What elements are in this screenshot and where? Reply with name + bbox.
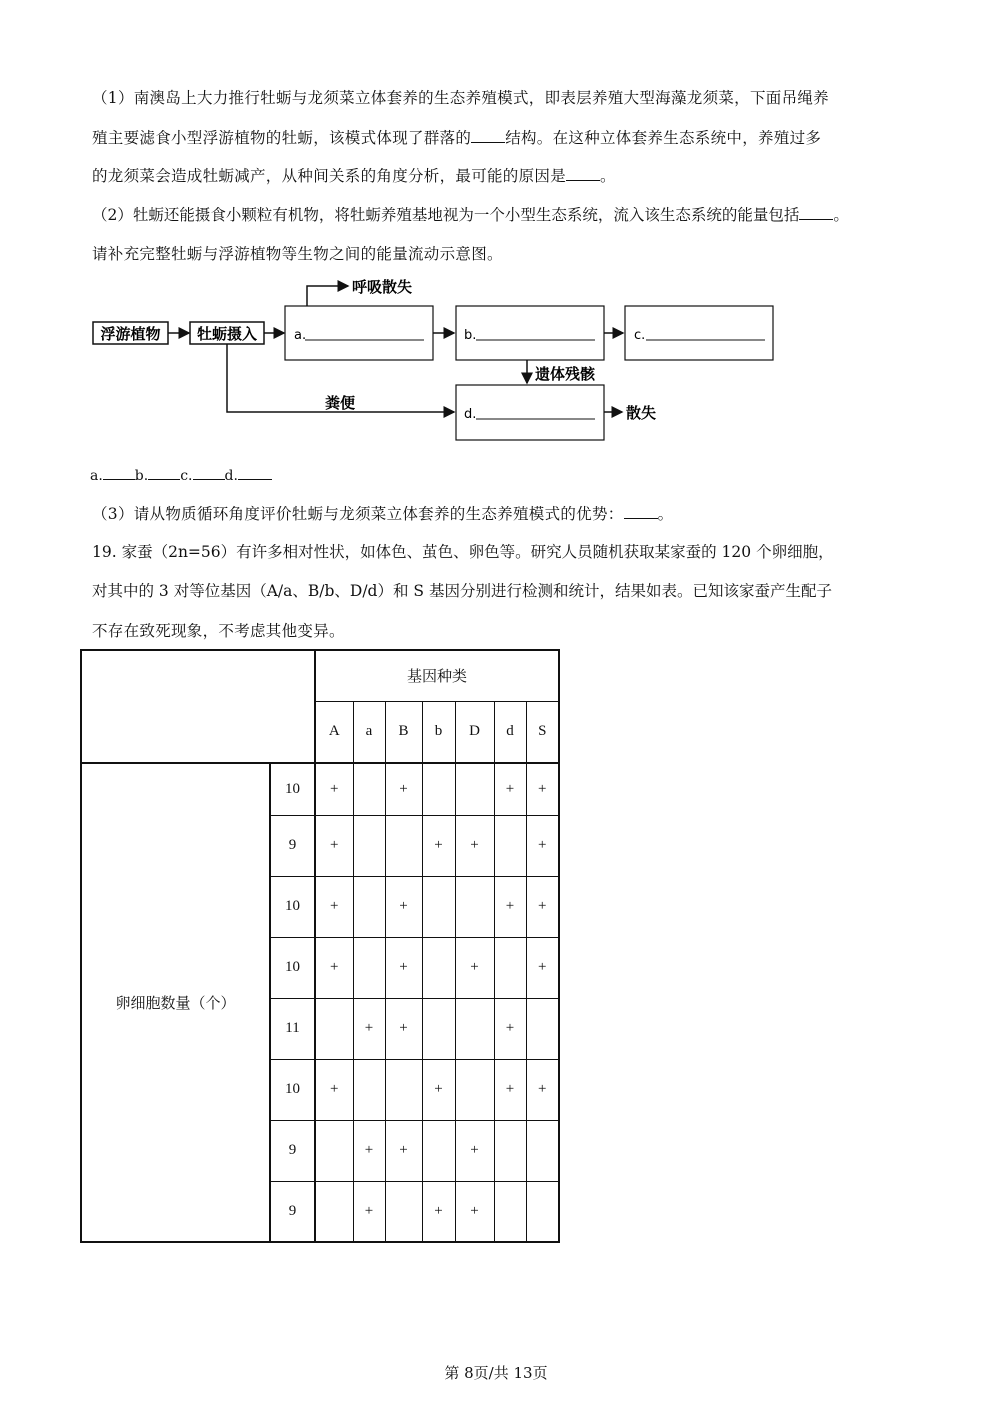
gene-presence-cell: [455, 763, 494, 815]
row-group-label: 卵细胞数量（个）: [81, 763, 270, 1242]
text-span: （3）请从物质循环角度评价牡蛎与龙须菜立体套养的生态养殖模式的优势：: [92, 505, 624, 523]
arrow: [307, 286, 348, 306]
q18-part2-line2: 请补充完整牡蛎与浮游植物等生物之间的能量流动示意图。: [92, 245, 503, 263]
gene-presence-cell: [526, 998, 559, 1059]
gene-presence-cell: [315, 998, 353, 1059]
egg-count-cell: 9: [270, 1120, 315, 1181]
q18-part3: [92, 502, 673, 524]
text-span: 。: [657, 505, 674, 523]
gene-presence-cell: [422, 876, 455, 937]
gene-presence-cell: [315, 1181, 353, 1242]
gene-table: [80, 649, 560, 1243]
q19-line2: 对其中的 3 对等位基因（A/a、B/b、D/d）和 S 基因分别进行检测和统计，结果如表。已知该家蚕产生配子: [92, 582, 832, 600]
q18-part1-line2: [92, 126, 821, 148]
gene-presence-cell: [455, 998, 494, 1059]
gene-presence-cell: +: [315, 876, 353, 937]
egg-count-cell: 10: [270, 1059, 315, 1120]
gene-presence-cell: +: [422, 1181, 455, 1242]
page-footer: 第 8页/共 13页: [444, 1364, 548, 1382]
egg-count-cell: 9: [270, 815, 315, 876]
gene-presence-cell: +: [385, 998, 422, 1059]
box-c-label: c.: [634, 328, 646, 343]
q18-part1-line1: （1）南澳岛上大力推行牡蛎与龙须菜立体套养的生态养殖模式，即表层养殖大型海藻龙须菜，下面吊绳养: [92, 89, 829, 107]
gene-presence-cell: +: [494, 998, 526, 1059]
table-body: [81, 763, 559, 1242]
gene-presence-cell: [455, 876, 494, 937]
gene-presence-cell: +: [315, 1059, 353, 1120]
gene-presence-cell: [353, 763, 385, 815]
gene-presence-cell: +: [494, 763, 526, 815]
dissipation-label: 散失: [626, 404, 657, 422]
gene-presence-cell: [494, 815, 526, 876]
box-d-label: d.: [464, 407, 477, 422]
egg-count-cell: 10: [270, 763, 315, 815]
gene-presence-cell: +: [455, 815, 494, 876]
gene-header-cell: A: [315, 701, 353, 763]
answer-line: [90, 465, 272, 484]
answer-blank[interactable]: [566, 166, 600, 181]
plankton-label: 浮游植物: [100, 325, 161, 343]
table-corner: [81, 650, 315, 763]
gene-presence-cell: [422, 1120, 455, 1181]
egg-count-cell: 10: [270, 937, 315, 998]
gene-presence-cell: +: [494, 1059, 526, 1120]
gene-presence-cell: +: [385, 763, 422, 815]
box-c: [625, 306, 773, 360]
oyster-intake-label: 牡蛎摄入: [196, 325, 258, 343]
energy-flow-diagram: [90, 275, 790, 455]
gene-presence-cell: [494, 937, 526, 998]
answer-b-blank[interactable]: [148, 465, 180, 480]
text-span: 结构。在这种立体套养生态系统中，养殖过多: [505, 129, 822, 147]
gene-presence-cell: [385, 1059, 422, 1120]
gene-presence-cell: [353, 815, 385, 876]
gene-presence-cell: [494, 1120, 526, 1181]
answer-c-label: c.: [180, 468, 193, 484]
table-row: [81, 763, 559, 815]
gene-presence-cell: +: [455, 1120, 494, 1181]
text-span: （2）牡蛎还能摄食小颗粒有机物，将牡蛎养殖基地视为一个小型生态系统，流入该生态系统的能量包括: [92, 206, 800, 224]
gene-presence-cell: +: [526, 937, 559, 998]
q18-part2-line1: [92, 203, 849, 225]
gene-presence-cell: [455, 1059, 494, 1120]
gene-presence-cell: +: [353, 998, 385, 1059]
gene-header-cell: B: [385, 701, 422, 763]
gene-presence-cell: [353, 937, 385, 998]
q19-line3: 不存在致死现象，不考虑其他变异。: [92, 622, 345, 640]
box-b-label: b.: [464, 328, 477, 343]
gene-presence-cell: +: [385, 937, 422, 998]
egg-count-cell: 9: [270, 1181, 315, 1242]
gene-presence-cell: +: [526, 763, 559, 815]
gene-presence-cell: [494, 1181, 526, 1242]
text-span: 的龙须菜会造成牡蛎减产，从种间关系的角度分析，最可能的原因是: [92, 167, 567, 185]
answer-blank[interactable]: [624, 504, 658, 519]
q18-part1-line3: [92, 164, 616, 186]
text-span: 。: [600, 167, 616, 185]
gene-header-cell: b: [422, 701, 455, 763]
gene-presence-cell: +: [315, 815, 353, 876]
gene-presence-cell: +: [353, 1181, 385, 1242]
egg-count-cell: 10: [270, 876, 315, 937]
gene-presence-cell: +: [385, 1120, 422, 1181]
gene-presence-cell: [526, 1181, 559, 1242]
gene-header-cell: S: [526, 701, 559, 763]
gene-presence-cell: +: [422, 1059, 455, 1120]
header-group: 基因种类: [315, 650, 559, 701]
gene-presence-cell: [422, 937, 455, 998]
q19-line1: 19. 家蚕（2n=56）有许多相对性状，如体色、茧色、卵色等。研究人员随机获取某家蚕的 120 个卵细胞，: [92, 543, 834, 561]
text-span: 。: [833, 206, 849, 224]
box-b: [456, 306, 604, 360]
gene-presence-cell: [353, 1059, 385, 1120]
gene-presence-cell: [315, 1120, 353, 1181]
answer-b-label: b.: [134, 468, 149, 484]
box-d: [456, 385, 604, 440]
answer-d-label: d.: [224, 468, 238, 484]
gene-presence-cell: +: [526, 876, 559, 937]
gene-presence-cell: [526, 1120, 559, 1181]
gene-header-cell: a: [353, 701, 385, 763]
respiration-label: 呼吸散失: [352, 278, 413, 296]
answer-blank[interactable]: [799, 205, 833, 220]
gene-presence-cell: +: [385, 876, 422, 937]
answer-a-blank[interactable]: [103, 465, 135, 480]
gene-presence-cell: +: [455, 1181, 494, 1242]
feces-label: 粪便: [325, 394, 356, 412]
answer-a-label: a.: [90, 468, 103, 484]
remains-label: 遗体残骸: [535, 365, 596, 383]
gene-presence-cell: +: [526, 1059, 559, 1120]
gene-presence-cell: [385, 1181, 422, 1242]
gene-presence-cell: +: [455, 937, 494, 998]
egg-count-cell: 11: [270, 998, 315, 1059]
box-a: [285, 306, 433, 360]
answer-c-blank[interactable]: [193, 465, 225, 480]
box-a-label: a.: [294, 328, 307, 343]
gene-presence-cell: +: [526, 815, 559, 876]
gene-presence-cell: +: [422, 815, 455, 876]
gene-header-cell: d: [494, 701, 526, 763]
gene-presence-cell: +: [494, 876, 526, 937]
gene-header-cell: D: [455, 701, 494, 763]
gene-presence-cell: +: [353, 1120, 385, 1181]
gene-presence-cell: +: [315, 937, 353, 998]
answer-d-blank[interactable]: [238, 465, 272, 480]
text-span: 殖主要滤食小型浮游植物的牡蛎，该模式体现了群落的: [92, 129, 472, 147]
gene-presence-cell: +: [315, 763, 353, 815]
gene-presence-cell: [385, 815, 422, 876]
gene-presence-cell: [353, 876, 385, 937]
answer-blank[interactable]: [471, 128, 505, 143]
gene-presence-cell: [422, 998, 455, 1059]
gene-presence-cell: [422, 763, 455, 815]
